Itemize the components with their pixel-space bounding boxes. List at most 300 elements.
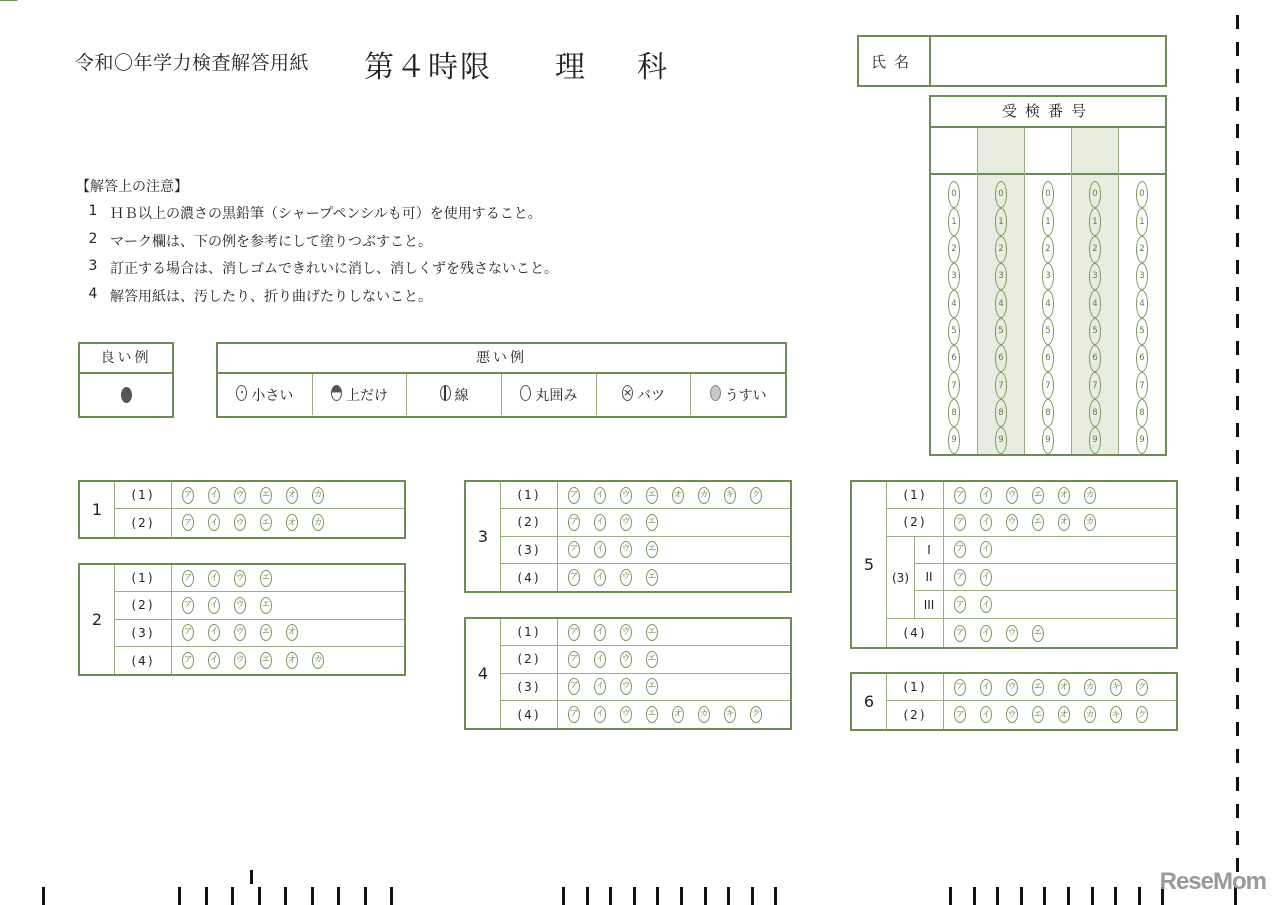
digit-bubble[interactable]: 0 <box>1089 181 1101 208</box>
digit-bubble[interactable]: 4 <box>1089 290 1101 317</box>
answer-row <box>501 646 790 673</box>
digit-bubbles <box>1119 175 1165 454</box>
timing-mark <box>1236 369 1239 383</box>
bad-example-label: 上だけ <box>346 387 388 404</box>
digit-bubble[interactable]: 9 <box>1042 427 1054 454</box>
answer-bubble[interactable]: オ <box>286 652 298 669</box>
sub-question-label: (1) <box>115 565 172 591</box>
answer-bubble[interactable]: エ <box>1032 706 1044 723</box>
question-number: 2 <box>80 565 115 674</box>
answer-bubble[interactable]: カ <box>312 514 324 531</box>
digit-bubble[interactable]: 7 <box>1136 372 1148 399</box>
answer-bubble[interactable]: オ <box>286 514 298 531</box>
digit-bubble[interactable]: 9 <box>948 427 960 454</box>
answer-bubble[interactable]: カ <box>1084 679 1096 696</box>
answer-bubble[interactable]: ウ <box>620 487 632 504</box>
answer-row <box>115 592 404 619</box>
digit-bubble[interactable]: 2 <box>1136 236 1148 263</box>
answer-row <box>915 591 1176 618</box>
timing-mark <box>562 887 565 905</box>
answer-bubble[interactable]: エ <box>646 678 658 695</box>
name-field[interactable] <box>931 37 1165 85</box>
answer-bubble[interactable]: オ <box>672 706 684 723</box>
digit-bubble[interactable]: 9 <box>995 427 1007 454</box>
digit-bubble[interactable]: 3 <box>948 263 960 290</box>
answer-bubble[interactable]: イ <box>980 487 992 504</box>
answer-choices <box>944 674 1148 700</box>
answer-bubble[interactable]: エ <box>1032 625 1044 642</box>
timing-mark <box>1236 151 1239 165</box>
note-item <box>76 258 558 286</box>
digit-bubble[interactable]: 6 <box>995 345 1007 372</box>
answer-row <box>115 620 404 647</box>
digit-bubble[interactable]: 5 <box>1042 318 1054 345</box>
answer-bubble[interactable]: ア <box>568 624 580 641</box>
answer-row <box>501 619 790 646</box>
question-block-4 <box>464 617 792 730</box>
answer-bubble[interactable]: オ <box>672 487 684 504</box>
answer-notes <box>76 176 558 313</box>
digit-bubble[interactable]: 4 <box>1136 290 1148 317</box>
timing-mark <box>704 887 707 905</box>
sub-question-label: (3) <box>501 537 558 563</box>
digit-bubble[interactable]: 6 <box>1089 345 1101 372</box>
answer-bubble[interactable]: ア <box>182 487 194 504</box>
period-title: 第４時限 <box>364 50 492 85</box>
answer-bubble[interactable]: イ <box>208 652 220 669</box>
answer-bubble[interactable]: ウ <box>234 487 246 504</box>
digit-bubble[interactable]: 1 <box>1042 208 1054 235</box>
answer-choices <box>944 482 1096 508</box>
answer-bubble[interactable]: ウ <box>1006 487 1018 504</box>
timing-mark <box>1236 505 1239 519</box>
answer-bubble[interactable]: ア <box>182 570 194 587</box>
digit-bubble[interactable]: 0 <box>995 181 1007 208</box>
name-box <box>857 35 1167 87</box>
timing-mark <box>973 887 976 905</box>
bad-example-label: 丸囲み <box>535 387 578 404</box>
question-block-5 <box>850 480 1178 649</box>
answer-bubble[interactable]: イ <box>594 706 606 723</box>
answer-bubble[interactable]: エ <box>646 514 658 531</box>
answer-bubble[interactable]: ウ <box>234 570 246 587</box>
answer-bubble[interactable]: エ <box>646 487 658 504</box>
timing-mark <box>284 887 287 905</box>
note-number: 2 <box>88 230 98 247</box>
answer-bubble[interactable]: イ <box>594 651 606 668</box>
digit-bubble[interactable]: 1 <box>1136 208 1148 235</box>
answer-bubble[interactable]: イ <box>208 597 220 614</box>
answer-bubble[interactable]: ア <box>954 569 966 586</box>
answer-choices <box>558 619 658 645</box>
answer-bubble[interactable]: イ <box>208 570 220 587</box>
answer-bubble[interactable]: オ <box>1058 706 1070 723</box>
digit-bubble[interactable]: 5 <box>1136 318 1148 345</box>
subject-title: 理科 <box>555 50 719 85</box>
answer-bubble[interactable]: ア <box>954 514 966 531</box>
answer-bubble[interactable]: ウ <box>620 678 632 695</box>
sub-question-label: (1) <box>887 674 944 700</box>
answer-bubble[interactable]: ウ <box>620 569 632 586</box>
answer-row <box>887 674 1176 701</box>
answer-bubble[interactable]: キ <box>724 706 736 723</box>
answer-choices <box>172 620 298 646</box>
digit-bubble[interactable]: 6 <box>1042 345 1054 372</box>
answer-bubble[interactable]: オ <box>1058 679 1070 696</box>
digit-bubble[interactable]: 1 <box>1089 208 1101 235</box>
timing-mark <box>1236 260 1239 274</box>
answer-bubble[interactable]: ア <box>954 625 966 642</box>
exam-digit-column <box>1072 128 1119 454</box>
exam-digit-column <box>1025 128 1072 454</box>
answer-bubble[interactable]: エ <box>260 487 272 504</box>
answer-bubble[interactable]: エ <box>260 597 272 614</box>
answer-bubble[interactable]: ア <box>954 706 966 723</box>
answer-bubble[interactable]: イ <box>980 569 992 586</box>
answer-bubble[interactable]: ウ <box>620 651 632 668</box>
timing-mark <box>1236 42 1239 56</box>
answer-choices <box>944 509 1096 535</box>
timing-mark <box>1236 124 1239 138</box>
answer-bubble[interactable]: ア <box>954 487 966 504</box>
answer-bubble[interactable]: カ <box>312 487 324 504</box>
digit-bubble[interactable]: 4 <box>995 290 1007 317</box>
timing-mark <box>1236 314 1239 328</box>
answer-bubble[interactable]: ク <box>1136 679 1148 696</box>
digit-bubble[interactable]: 0 <box>1042 181 1054 208</box>
digit-bubble[interactable]: 2 <box>1042 236 1054 263</box>
answer-bubble[interactable]: ア <box>568 569 580 586</box>
sub-question-label: (1) <box>887 482 944 508</box>
sub-question-label: (2) <box>887 509 944 535</box>
digit-bubble[interactable]: 8 <box>1042 399 1054 426</box>
answer-bubble[interactable]: キ <box>1110 706 1122 723</box>
answer-bubble[interactable]: イ <box>594 487 606 504</box>
answer-bubble[interactable]: オ <box>1058 514 1070 531</box>
exam-digit-column <box>978 128 1025 454</box>
answer-bubble[interactable]: ウ <box>1006 706 1018 723</box>
answer-bubble[interactable]: キ <box>1110 679 1122 696</box>
note-number: 4 <box>88 285 98 302</box>
timing-mark <box>42 887 45 905</box>
timing-mark <box>1043 887 1046 905</box>
digit-bubble[interactable]: 2 <box>1089 236 1101 263</box>
answer-bubble[interactable]: カ <box>1084 514 1096 531</box>
answer-bubble[interactable]: ア <box>568 651 580 668</box>
question-rows <box>501 619 790 728</box>
timing-mark <box>1236 668 1239 682</box>
timing-mark <box>1236 477 1239 491</box>
answer-bubble[interactable]: カ <box>312 652 324 669</box>
answer-bubble[interactable]: エ <box>646 651 658 668</box>
answer-bubble[interactable]: ア <box>182 597 194 614</box>
answer-choices <box>944 537 992 563</box>
answer-bubble[interactable]: イ <box>980 541 992 558</box>
sub-rows <box>915 537 1176 619</box>
answer-row <box>887 482 1176 509</box>
question-block-6 <box>850 672 1178 731</box>
answer-row <box>887 619 1176 646</box>
answer-row <box>115 647 404 674</box>
exam-digit-write-cell[interactable] <box>1025 128 1071 175</box>
digit-bubble[interactable]: 8 <box>1089 399 1101 426</box>
note-text: 解答用紙は、汚したり、折り曲げたりしないこと。 <box>110 288 432 305</box>
timing-mark <box>656 887 659 905</box>
answer-bubble[interactable]: イ <box>980 706 992 723</box>
answer-bubble[interactable]: ウ <box>620 514 632 531</box>
answer-bubble[interactable]: エ <box>1032 487 1044 504</box>
answer-bubble[interactable]: ウ <box>1006 625 1018 642</box>
timing-mark <box>1236 450 1239 464</box>
bad-example-top <box>313 374 408 415</box>
answer-bubble[interactable]: エ <box>1032 679 1044 696</box>
digit-bubble[interactable]: 9 <box>1089 427 1101 454</box>
digit-bubble[interactable]: 6 <box>948 345 960 372</box>
exam-number-columns <box>931 128 1165 454</box>
answer-bubble[interactable]: イ <box>980 625 992 642</box>
timing-mark <box>1236 722 1239 736</box>
answer-bubble[interactable]: ア <box>568 706 580 723</box>
note-number: 1 <box>88 203 98 219</box>
sub-question-label: (1) <box>501 619 558 645</box>
digit-bubble[interactable]: 1 <box>995 208 1007 235</box>
timing-mark <box>609 887 612 905</box>
digit-bubble[interactable]: 3 <box>1042 263 1054 290</box>
timing-mark <box>1236 341 1239 355</box>
answer-choices <box>558 646 658 672</box>
answer-bubble[interactable]: キ <box>724 487 736 504</box>
timing-mark <box>1236 559 1239 573</box>
answer-choices <box>558 537 658 563</box>
note-text: ＨＢ以上の濃さの黒鉛筆（シャープペンシルも可）を使用すること。 <box>110 206 542 222</box>
answer-bubble[interactable]: エ <box>260 570 272 587</box>
timing-mark <box>364 887 367 905</box>
answer-bubble[interactable]: ア <box>954 596 966 613</box>
answer-bubble[interactable]: ア <box>182 624 194 641</box>
question-rows <box>501 482 790 591</box>
exam-digit-column <box>1119 128 1165 454</box>
digit-bubble[interactable]: 4 <box>1042 290 1054 317</box>
answer-bubble[interactable]: ク <box>750 487 762 504</box>
digit-bubble[interactable]: 8 <box>995 399 1007 426</box>
timing-mark <box>178 887 181 905</box>
answer-bubble[interactable]: エ <box>646 541 658 558</box>
resemom-watermark-logo: ReseMom <box>1159 868 1266 895</box>
digit-bubble[interactable]: 0 <box>948 181 960 208</box>
answer-row <box>501 509 790 536</box>
exam-digit-write-cell[interactable] <box>1072 128 1118 175</box>
note-item <box>76 286 558 314</box>
digit-bubble[interactable]: 7 <box>1089 372 1101 399</box>
digit-bubbles <box>1025 175 1071 454</box>
sub-question-label: (2) <box>115 509 172 536</box>
question-rows <box>887 674 1176 729</box>
question-block-1 <box>78 480 406 539</box>
corner-mark-icon <box>0 0 18 18</box>
good-example-box <box>78 342 174 418</box>
answer-bubble[interactable]: イ <box>208 514 220 531</box>
answer-bubble[interactable]: ウ <box>620 624 632 641</box>
bad-mark-cross-icon: × <box>623 385 633 399</box>
answer-choices <box>172 592 272 618</box>
timing-mark <box>1236 695 1239 709</box>
timing-mark <box>1236 804 1239 818</box>
answer-bubble[interactable]: イ <box>594 514 606 531</box>
digit-bubble[interactable]: 5 <box>995 318 1007 345</box>
answer-bubble[interactable]: カ <box>698 706 710 723</box>
sub-question-label: (2) <box>501 509 558 535</box>
answer-row <box>501 701 790 728</box>
answer-bubble[interactable]: オ <box>286 624 298 641</box>
answer-bubble[interactable]: イ <box>208 624 220 641</box>
answer-bubble[interactable]: ア <box>568 541 580 558</box>
timing-mark <box>1091 887 1094 905</box>
answer-bubble[interactable]: イ <box>980 514 992 531</box>
question-number: 6 <box>852 674 887 729</box>
answer-choices <box>558 701 762 728</box>
digit-bubble[interactable]: 6 <box>1136 345 1148 372</box>
exam-digit-write-cell[interactable] <box>1119 128 1165 175</box>
answer-bubble[interactable]: エ <box>1032 514 1044 531</box>
answer-bubble[interactable]: ク <box>1136 706 1148 723</box>
exam-digit-write-cell[interactable] <box>978 128 1024 175</box>
sub-question-label: (4) <box>501 701 558 728</box>
answer-bubble[interactable]: ク <box>750 706 762 723</box>
answer-bubble[interactable]: エ <box>646 569 658 586</box>
answer-bubble[interactable]: ア <box>182 652 194 669</box>
digit-bubble[interactable]: 2 <box>948 236 960 263</box>
answer-bubble[interactable]: ウ <box>234 514 246 531</box>
answer-bubble[interactable]: ウ <box>234 597 246 614</box>
timing-mark <box>1236 15 1239 29</box>
timing-mark <box>250 870 253 884</box>
exam-digit-column <box>931 128 978 454</box>
answer-bubble[interactable]: ウ <box>620 706 632 723</box>
roman-label: II <box>915 564 944 590</box>
answer-row <box>115 565 404 592</box>
answer-choices <box>944 701 1148 728</box>
question-block-3 <box>464 480 792 593</box>
digit-bubble[interactable]: 0 <box>1136 181 1148 208</box>
question-number: 3 <box>466 482 501 591</box>
digit-bubble[interactable]: 3 <box>1136 263 1148 290</box>
answer-bubble[interactable]: イ <box>980 596 992 613</box>
digit-bubble[interactable]: 5 <box>1089 318 1101 345</box>
timing-mark <box>1236 69 1239 83</box>
answer-bubble[interactable]: ウ <box>1006 514 1018 531</box>
answer-bubble[interactable]: イ <box>208 487 220 504</box>
answer-bubble[interactable]: カ <box>698 487 710 504</box>
timing-mark <box>1114 887 1117 905</box>
exam-digit-write-cell[interactable] <box>931 128 977 175</box>
answer-row <box>915 564 1176 591</box>
answer-choices <box>558 509 658 535</box>
digit-bubble[interactable]: 7 <box>995 372 1007 399</box>
timing-mark <box>337 887 340 905</box>
answer-bubble[interactable]: ウ <box>234 624 246 641</box>
digit-bubble[interactable]: 4 <box>948 290 960 317</box>
digit-bubble[interactable]: 9 <box>1136 427 1148 454</box>
answer-bubble[interactable]: エ <box>260 652 272 669</box>
sub-question-group <box>887 537 1176 620</box>
answer-row <box>501 537 790 564</box>
answer-bubble[interactable]: エ <box>260 514 272 531</box>
bad-mark-faint-icon <box>710 385 721 405</box>
note-text: 訂正する場合は、消しゴムできれいに消し、消しくずを残さないこと。 <box>110 261 558 277</box>
answer-bubble[interactable]: オ <box>286 487 298 504</box>
answer-row <box>501 564 790 591</box>
answer-bubble[interactable]: ア <box>568 678 580 695</box>
answer-bubble[interactable]: カ <box>1084 706 1096 723</box>
answer-row <box>887 509 1176 536</box>
answer-bubble[interactable]: ウ <box>234 652 246 669</box>
answer-bubble[interactable]: ア <box>182 514 194 531</box>
digit-bubble[interactable]: 5 <box>948 318 960 345</box>
timing-mark <box>680 887 683 905</box>
filled-bubble-icon <box>80 374 172 415</box>
digit-bubble[interactable]: 7 <box>1042 372 1054 399</box>
answer-choices <box>172 565 272 591</box>
digit-bubble[interactable]: 3 <box>995 263 1007 290</box>
bad-example-label: 小さい <box>251 387 294 404</box>
answer-bubble[interactable]: エ <box>646 706 658 723</box>
answer-bubble[interactable]: カ <box>1084 487 1096 504</box>
roman-label: I <box>915 537 944 563</box>
answer-bubble[interactable]: イ <box>594 678 606 695</box>
note-item <box>76 203 558 231</box>
digit-bubble[interactable]: 8 <box>948 399 960 426</box>
answer-bubble[interactable]: ア <box>568 514 580 531</box>
answer-bubble[interactable]: ウ <box>1006 679 1018 696</box>
bad-example-label: うすい <box>724 387 767 404</box>
answer-bubble[interactable]: ア <box>954 541 966 558</box>
answer-bubble[interactable]: イ <box>594 624 606 641</box>
answer-bubble[interactable]: ア <box>568 487 580 504</box>
bad-example-label: 悪い例 <box>218 344 785 374</box>
digit-bubble[interactable]: 3 <box>1089 263 1101 290</box>
digit-bubbles <box>1072 175 1118 454</box>
timing-mark <box>1236 287 1239 301</box>
answer-row <box>115 509 404 536</box>
bad-example-circle <box>502 374 597 415</box>
timing-mark <box>727 887 730 905</box>
answer-bubble[interactable]: ア <box>954 679 966 696</box>
question-block-2 <box>78 563 406 676</box>
sub-question-label: (4) <box>887 619 944 646</box>
digit-bubble[interactable]: 8 <box>1136 399 1148 426</box>
timing-mark <box>1236 532 1239 546</box>
question-number: 1 <box>80 482 115 537</box>
answer-bubble[interactable]: エ <box>646 624 658 641</box>
answer-row <box>501 482 790 509</box>
timing-mark <box>1236 178 1239 192</box>
answer-choices <box>944 564 992 590</box>
answer-bubble[interactable]: イ <box>594 541 606 558</box>
answer-bubble[interactable]: イ <box>980 679 992 696</box>
digit-bubbles <box>978 175 1024 454</box>
answer-bubble[interactable]: ウ <box>620 541 632 558</box>
note-number: 3 <box>88 258 98 274</box>
timing-mark <box>1236 396 1239 410</box>
digit-bubble[interactable]: 1 <box>948 208 960 235</box>
digit-bubble[interactable]: 2 <box>995 236 1007 263</box>
digit-bubble[interactable]: 7 <box>948 372 960 399</box>
answer-bubble[interactable]: エ <box>260 624 272 641</box>
timing-mark <box>1236 586 1239 600</box>
answer-bubble[interactable]: イ <box>594 569 606 586</box>
answer-bubble[interactable]: オ <box>1058 487 1070 504</box>
answer-choices <box>944 619 1044 646</box>
